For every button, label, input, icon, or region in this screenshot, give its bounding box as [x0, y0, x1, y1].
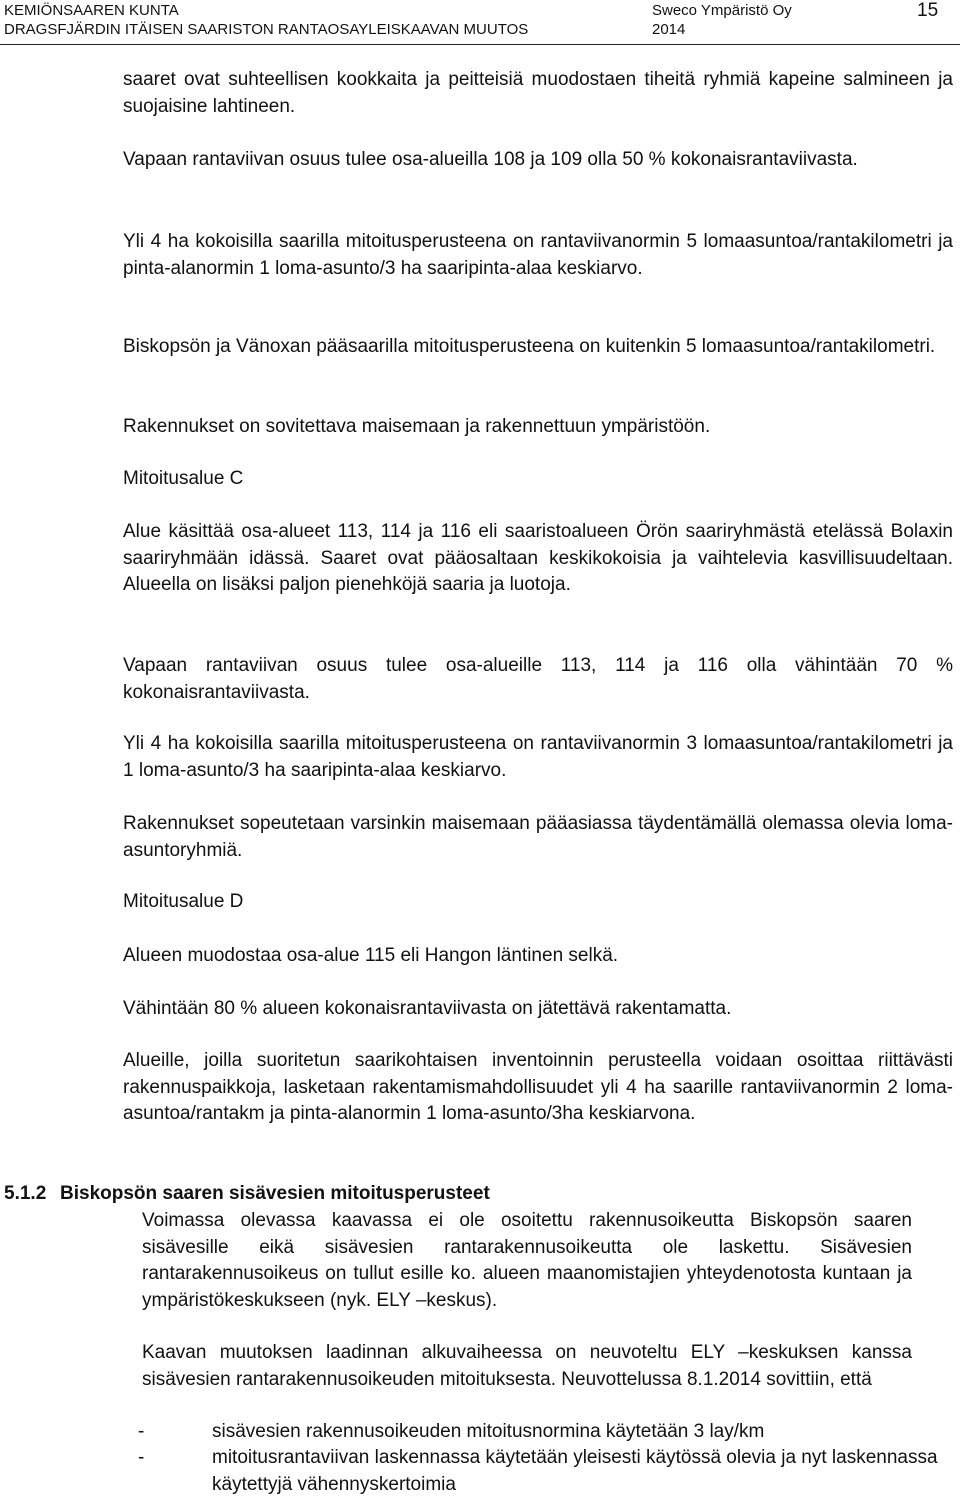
header-divider — [0, 44, 960, 45]
header-municipality: KEMIÖNSAAREN KUNTA — [4, 2, 179, 19]
bullet-text: sisävesien rakennusoikeuden mitoitusnormina käytetään 3 lay/km — [212, 1421, 765, 1442]
section-number: 5.1.2 — [4, 1183, 47, 1204]
bullet-text: mitoitusrantaviivan laskennassa käytetään yleisesti käytössä olevia ja nyt laskennassa käytettyjä vähennyskertoimia — [212, 1447, 938, 1495]
subheading-mitoitusalue-d: Mitoitusalue D — [123, 891, 244, 912]
header-plan-title: DRAGSFJÄRDIN ITÄISEN SAARISTON RANTAOSAYLEISKAAVAN MUUTOS — [4, 21, 529, 38]
header-year: 2014 — [652, 21, 686, 38]
paragraph: saaret ovat suhteellisen kookkaita ja peitteisiä muodostaen tiheitä ryhmiä kapeine salmineen ja suojaisine lahtineen. — [123, 69, 953, 117]
section-paragraph: Kaavan muutoksen laadinnan alkuvaiheessa on neuvoteltu ELY –keskuksen kanssa sisävesien rantarakennusoikeuden mitoituksesta. Neuvottelussa 8.1.2014 sovittiin, että — [142, 1342, 912, 1390]
bullet-marker: - — [138, 1447, 145, 1468]
paragraph: Vähintään 80 % alueen kokonaisrantaviivasta on jätettävä rakentamatta. — [123, 998, 732, 1019]
header-company: Sweco Ympäristö Oy — [652, 2, 792, 19]
section-title: Biskopsön saaren sisävesien mitoitusperusteet — [60, 1183, 490, 1204]
section-paragraph: Voimassa olevassa kaavassa ei ole osoitettu rakennusoikeutta Biskopsön saaren sisävesille eikä sisävesien rantarakennusoikeutta ole laskettu. Sisävesien rantarakennusoikeus on tullut esille ko. alueen maanomistajien yhteydenotosta kuntaan ja ympäristökeskukseen (nyk. ELY –keskus). — [142, 1210, 912, 1311]
page-number: 15 — [917, 0, 939, 21]
bullet-marker: - — [138, 1421, 145, 1442]
paragraph: Biskopsön ja Vänoxan pääsaarilla mitoitusperusteena on kuitenkin 5 lomaasuntoa/rantakilometri. — [123, 336, 936, 357]
paragraph: Vapaan rantaviivan osuus tulee osa-alueille 113, 114 ja 116 olla vähintään 70 % kokonaisrantaviivasta. — [123, 655, 953, 703]
section-heading — [4, 1181, 490, 1207]
subheading-mitoitusalue-c: Mitoitusalue C — [123, 468, 244, 489]
paragraph: Rakennukset on sovitettava maisemaan ja rakennettuun ympäristöön. — [123, 416, 711, 437]
paragraph: Alueille, joilla suoritetun saarikohtaisen inventoinnin perusteella voidaan osoittaa riittävästi rakennuspaikkoja, lasketaan rakentamismahdollisuudet yli 4 ha saarille rantaviivanormin 2 loma-asuntoa/rantakm ja pinta-alanormin 1 loma-asunto/3ha keskiarvona. — [123, 1050, 953, 1124]
paragraph: Vapaan rantaviivan osuus tulee osa-alueilla 108 ja 109 olla 50 % kokonaisrantaviivasta. — [123, 149, 858, 170]
paragraph: Rakennukset sopeutetaan varsinkin maisemaan pääasiassa täydentämällä olemassa olevia loma-asuntoryhmiä. — [123, 813, 953, 861]
paragraph: Yli 4 ha kokoisilla saarilla mitoitusperusteena on rantaviivanormin 5 lomaasuntoa/rantakilometri ja pinta-alanormin 1 loma-asunto/3 ha saaripinta-alaa keskiarvo. — [123, 231, 953, 279]
paragraph: Yli 4 ha kokoisilla saarilla mitoitusperusteena on rantaviivanormin 3 lomaasuntoa/rantakilometri ja 1 loma-asunto/3 ha saaripinta-alaa keskiarvo. — [123, 733, 953, 781]
paragraph: Alue käsittää osa-alueet 113, 114 ja 116 eli saaristoalueen Örön saariryhmästä etelässä Bolaxin saariryhmään idässä. Saaret ovat pääosaltaan keskikokoisia ja vaihtelevia kasvillisuudeltaan. Alueella on lisäksi paljon pienehköjä saaria ja luotoja. — [123, 521, 953, 595]
paragraph: Alueen muodostaa osa-alue 115 eli Hangon läntinen selkä. — [123, 945, 619, 966]
